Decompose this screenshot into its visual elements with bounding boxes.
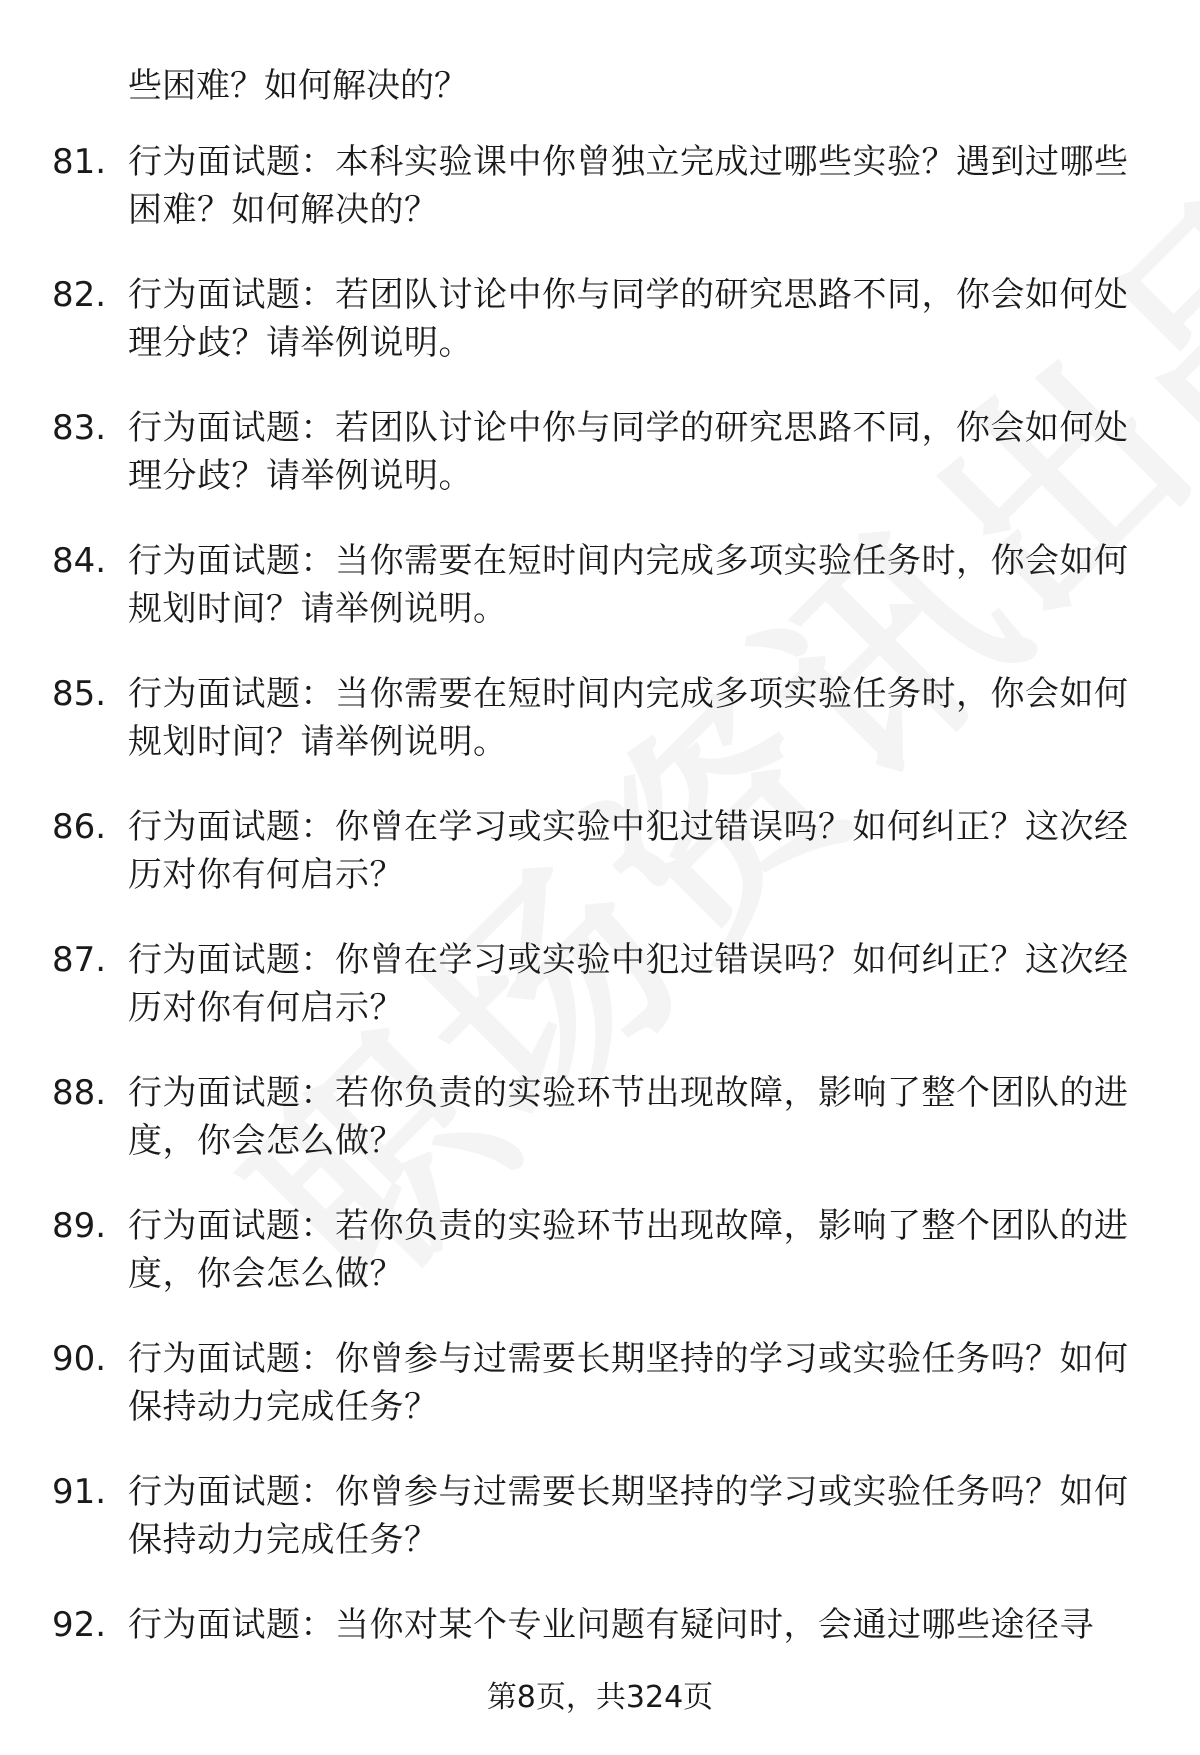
question-text: 行为面试题：当你对某个专业问题有疑问时，会通过哪些途径寻 — [128, 1605, 1094, 1645]
question-number: 84. — [52, 541, 107, 581]
question-text: 行为面试题：若你负责的实验环节出现故障，影响了整个团队的进度，你会怎么做？ — [128, 1073, 1129, 1161]
question-list — [0, 138, 1200, 1734]
question-number: 90. — [52, 1339, 107, 1379]
question-number: 89. — [52, 1206, 107, 1246]
question-number: 92. — [52, 1605, 107, 1645]
question-text: 行为面试题：你曾参与过需要长期坚持的学习或实验任务吗？如何保持动力完成任务？ — [128, 1472, 1129, 1560]
question-text: 行为面试题：当你需要在短时间内完成多项实验任务时，你会如何规划时间？请举例说明。 — [128, 541, 1129, 629]
question-text: 行为面试题：若团队讨论中你与同学的研究思路不同，你会如何处理分歧？请举例说明。 — [128, 275, 1129, 363]
question-number: 85. — [52, 674, 107, 714]
question-number: 86. — [52, 807, 107, 847]
page-indicator: 第8页，共324页 — [486, 1680, 714, 1715]
question-item — [0, 803, 1200, 936]
question-item — [0, 138, 1200, 271]
question-item — [0, 404, 1200, 537]
question-number: 83. — [52, 408, 107, 448]
question-item — [0, 1468, 1200, 1601]
question-item — [0, 1069, 1200, 1202]
question-number: 91. — [52, 1472, 107, 1512]
question-number: 82. — [52, 275, 107, 315]
question-text: 行为面试题：你曾在学习或实验中犯过错误吗？如何纠正？这次经历对你有何启示？ — [128, 940, 1129, 1028]
question-number: 87. — [52, 940, 107, 980]
page-footer — [0, 1678, 1200, 1718]
question-item — [0, 271, 1200, 404]
question-text: 行为面试题：若团队讨论中你与同学的研究思路不同，你会如何处理分歧？请举例说明。 — [128, 408, 1129, 496]
question-number: 88. — [52, 1073, 107, 1113]
question-text: 行为面试题：若你负责的实验环节出现故障，影响了整个团队的进度，你会怎么做？ — [128, 1206, 1129, 1294]
question-item — [0, 537, 1200, 670]
question-number: 81. — [52, 142, 107, 182]
question-text: 行为面试题：你曾在学习或实验中犯过错误吗？如何纠正？这次经历对你有何启示？ — [128, 807, 1129, 895]
question-item — [0, 670, 1200, 803]
question-item — [0, 1335, 1200, 1468]
continuation-text: 些困难？如何解决的？ — [128, 66, 468, 106]
question-text: 行为面试题：本科实验课中你曾独立完成过哪些实验？遇到过哪些困难？如何解决的？ — [128, 142, 1129, 230]
question-item — [0, 936, 1200, 1069]
question-item — [0, 1202, 1200, 1335]
question-text: 行为面试题：你曾参与过需要长期坚持的学习或实验任务吗？如何保持动力完成任务？ — [128, 1339, 1129, 1427]
question-text: 行为面试题：当你需要在短时间内完成多项实验任务时，你会如何规划时间？请举例说明。 — [128, 674, 1129, 762]
